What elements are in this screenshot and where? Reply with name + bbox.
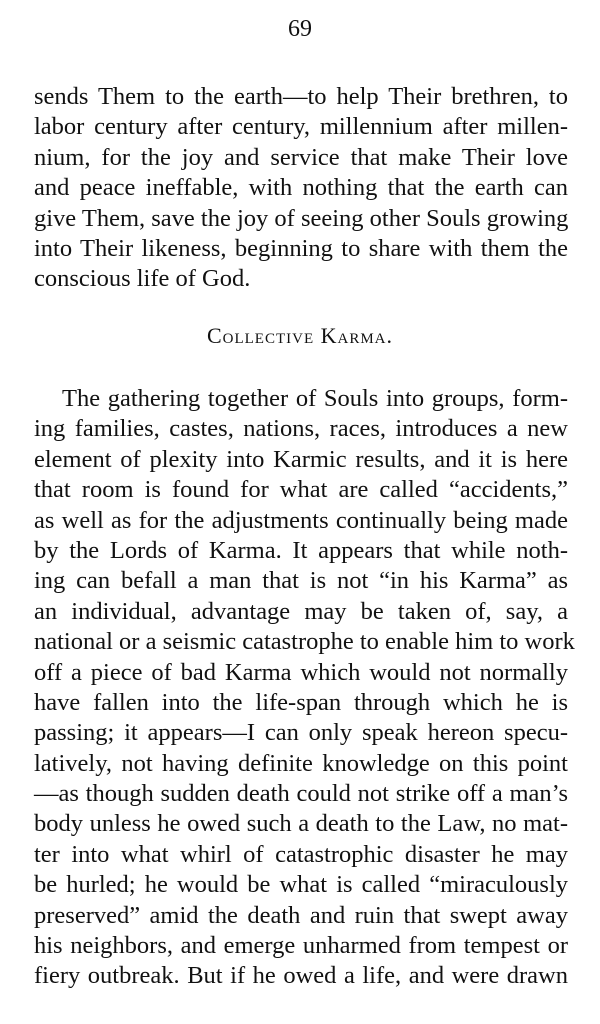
text-line: body unless he owed such a death to the Law, no mat- [34,810,568,838]
text-line: —as though sudden death could not strike off a man’s [34,780,568,808]
section-heading: Collective Karma. [206,323,394,348]
text-line: into Their likeness, beginning to share with them the [34,234,568,262]
text-line: ing families, castes, nations, races, introduces a new [34,415,568,443]
page-number: 69 [288,16,312,42]
text-line: ing can befall a man that is not “in his Karma” as [34,567,568,595]
text-line: as well as for the adjustments continually being made [34,506,568,534]
paragraph-collective-karma [34,384,575,992]
text-line: have fallen into the life-span through which he is [34,688,568,716]
text-line: The gathering together of Souls into groups, form- [62,385,568,412]
paragraph-continuation [34,82,568,295]
text-line: national or a seismic catastrophe to enable him to work [34,628,575,656]
text-line: ter into what whirl of catastrophic disaster he may [34,840,568,868]
text-line: passing; it appears—I can only speak hereon specu- [34,719,568,747]
text-line: nium, for the joy and service that make Their love [34,143,568,171]
text-line: conscious life of God. [34,265,251,293]
text-line: fiery outbreak. But if he owed a life, and were drawn [34,962,568,990]
text-line: element of plexity into Karmic results, and it is here [34,445,568,473]
text-line: by the Lords of Karma. It appears that while noth- [34,536,568,564]
text-line: and peace ineffable, with nothing that the earth can [34,174,568,202]
text-line: sends Them to the earth—to help Their brethren, to [34,83,568,110]
text-line: an individual, advantage may be taken of, say, a [34,597,568,625]
text-line: that room is found for what are called “accidents,” [34,476,568,504]
text-line: off a piece of bad Karma which would not normally [34,658,568,686]
text-line: latively, not having definite knowledge on this point [34,749,568,777]
text-line: be hurled; he would be what is called “miraculously [34,871,568,899]
text-line: give Them, save the joy of seeing other Souls growing [34,204,569,232]
text-line: labor century after century, millennium after millen- [34,113,568,141]
text-line: preserved” amid the death and ruin that swept away [34,901,568,929]
text-line: his neighbors, and emerge unharmed from tempest or [34,932,568,960]
